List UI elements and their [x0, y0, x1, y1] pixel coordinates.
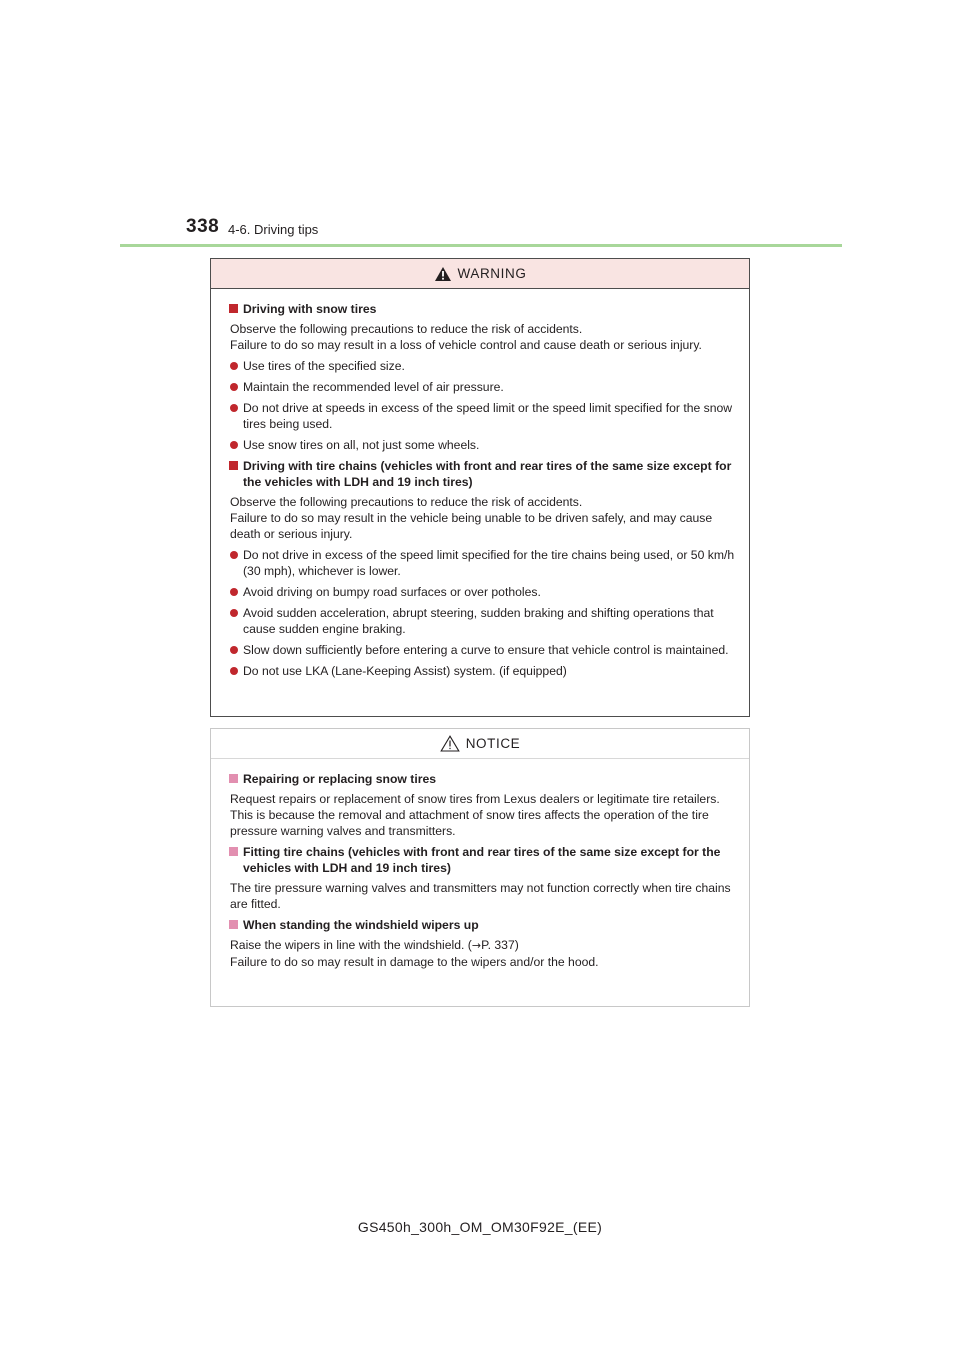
arrow-right-icon: → — [471, 939, 482, 952]
warning-box — [210, 258, 750, 717]
round-bullet-icon — [230, 551, 238, 559]
page-header — [186, 216, 846, 244]
section-title: 4-6. Driving tips — [228, 222, 319, 237]
warning-triangle-icon — [434, 266, 452, 282]
notice-section-repairing — [229, 771, 743, 839]
notice-title: NOTICE — [465, 736, 521, 751]
header-rule — [120, 244, 842, 247]
warning-title: WARNING — [457, 266, 527, 281]
section-text: The tire pressure warning valves and transmitters may not function correctly when tire chains are fitted. — [230, 881, 731, 911]
square-bullet-icon — [229, 304, 238, 313]
list-item: Do not drive in excess of the speed limit specified for the tire chains being used, or 50 km/h (30 mph), whichever is lower. — [229, 547, 743, 579]
list-item: Avoid driving on bumpy road surfaces or over potholes. — [229, 584, 743, 600]
section-text: Observe the following precautions to reduce the risk of accidents. Failure to do so may result in the vehicle being unable to be driven safely, and may cause death or serious injury. — [230, 495, 713, 541]
warning-section-tire-chains — [229, 458, 743, 679]
round-bullet-icon — [230, 646, 238, 654]
round-bullet-icon — [230, 383, 238, 391]
list-item: Do not drive at speeds in excess of the speed limit or the speed limit specified for the snow tires being used. — [229, 400, 743, 432]
warning-header — [211, 259, 749, 289]
notice-header — [211, 729, 749, 759]
round-bullet-icon — [230, 588, 238, 596]
list-item: Avoid sudden acceleration, abrupt steering, sudden braking and shifting operations that cause sudden engine braking. — [229, 605, 743, 637]
page-number: 338 — [186, 216, 220, 237]
warning-section-snow-tires — [229, 301, 743, 453]
list-item: Maintain the recommended level of air pressure. — [229, 379, 743, 395]
page-reference-link[interactable]: P. 337) — [481, 938, 519, 952]
list-item: Slow down sufficiently before entering a curve to ensure that vehicle control is maintained. — [229, 642, 743, 658]
notice-section-fitting-chains — [229, 844, 743, 912]
list-item: Do not use LKA (Lane-Keeping Assist) system. (if equipped) — [229, 663, 743, 679]
square-bullet-icon — [229, 920, 238, 929]
section-heading: Driving with snow tires — [229, 301, 743, 317]
section-text: Observe the following precautions to reduce the risk of accidents. Failure to do so may result in a loss of vehicle control and cause death or serious injury. — [230, 322, 702, 352]
round-bullet-icon — [230, 362, 238, 370]
round-bullet-icon — [230, 667, 238, 675]
square-bullet-icon — [229, 774, 238, 783]
section-heading: Repairing or replacing snow tires — [229, 771, 743, 787]
square-bullet-icon — [229, 461, 238, 470]
round-bullet-icon — [230, 441, 238, 449]
round-bullet-icon — [230, 609, 238, 617]
section-text: Raise the wipers in line with the windshield. (→P. 337) Failure to do so may result in damage to the wipers and/or the hood. — [230, 938, 599, 969]
section-heading: Fitting tire chains (vehicles with front and rear tires of the same size except for the vehicles with LDH and 19 inch tires) — [229, 844, 743, 876]
notice-body — [211, 759, 749, 970]
list-item: Use snow tires on all, not just some wheels. — [229, 437, 743, 453]
warning-body — [211, 289, 749, 679]
section-heading: Driving with tire chains (vehicles with front and rear tires of the same size except for the vehicles with LDH and 19 inch tires) — [229, 458, 743, 490]
round-bullet-icon — [230, 404, 238, 412]
caution-triangle-icon — [440, 735, 460, 752]
document-code: GS450h_300h_OM_OM30F92E_(EE) — [357, 1219, 603, 1235]
notice-section-wipers — [229, 917, 743, 970]
square-bullet-icon — [229, 847, 238, 856]
section-text: Request repairs or replacement of snow tires from Lexus dealers or legitimate tire retailers. This is because the removal and attachment of snow tires affects the operation of the tire pressure warning valves and transmitters. — [230, 792, 720, 838]
list-item: Use tires of the specified size. — [229, 358, 743, 374]
notice-box — [210, 728, 750, 1007]
section-heading: When standing the windshield wipers up — [229, 917, 743, 933]
